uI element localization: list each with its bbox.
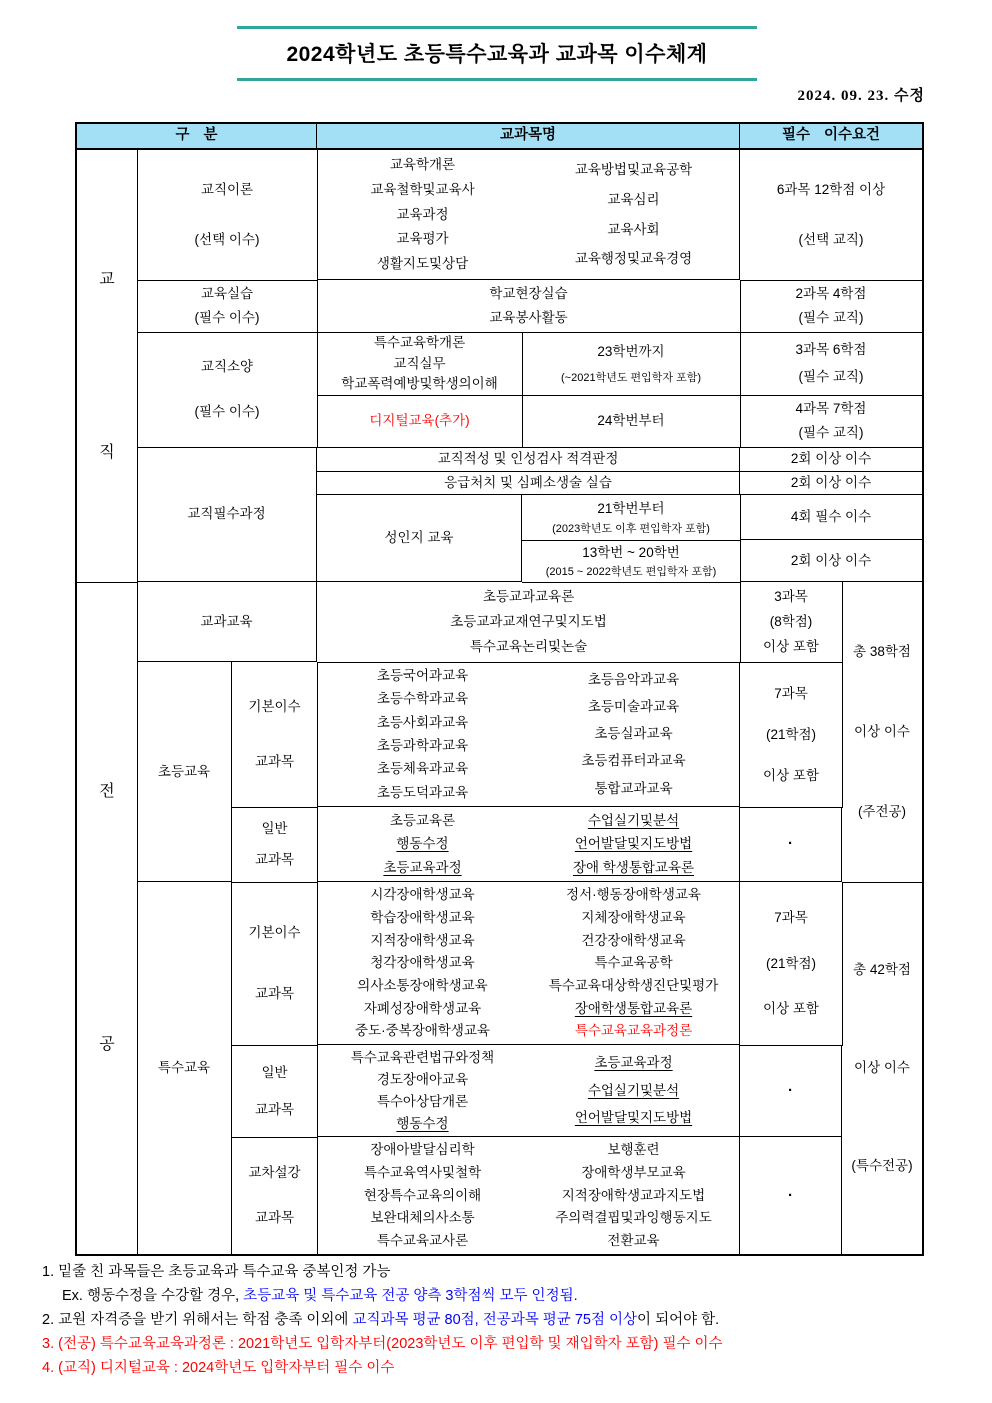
footnote-line [42,1308,962,1332]
line-item: 3과목 [774,589,808,605]
line-item: 정서·행동장애학생교육 [566,887,701,903]
line-item: 총 42학점 [853,962,911,978]
line-item: 초등컴퓨터과교육 [581,753,686,769]
footnote-line [42,1356,962,1380]
cell-theory-label [137,150,318,281]
line-item: 초등교육론 [389,812,456,828]
line-item: 행동수정 [396,836,449,852]
line-item: 초등국어과교육 [376,667,469,683]
line-item: 의사소통장애학생교육 [357,977,488,993]
line-item: 행동수정 [396,1115,449,1131]
line-item: 경도장애아교육 [376,1071,469,1087]
footnote-segment: 이 되어야 함. [637,1312,720,1329]
cell-elem-basic-courses [317,662,740,807]
footnote-line [42,1260,962,1284]
cell-spec-general-label [232,1045,318,1138]
line-item: (8학점) [769,614,813,630]
spec-basic-right [528,882,739,1044]
line-item: 교육행정및교육경영 [574,251,693,267]
elem-basic-left [317,662,528,806]
cell-subject-edu-label: 교과교육 [137,582,317,662]
line-item: 24학번부터 [597,413,665,429]
line-item: 4과목 7학점 [795,401,867,417]
line-item: 6과목 12학점 이상 [776,182,886,198]
cell-gender-cohort-b [522,540,741,583]
line-item: (필수 교직) [798,310,864,326]
cross-courses-right [528,1137,739,1254]
line-item: 보완대체의사소통 [370,1210,475,1226]
line-item: 학교현장실습 [489,286,568,302]
line-item: (특수전공) [851,1158,913,1174]
cell-elementary-label: 초등교육 [137,662,232,882]
line-item: 초등미술과교육 [587,698,680,714]
line-item: (2023학년도 이후 편입학자 포함) [552,522,710,535]
line-item: 학습장애학생교육 [370,909,475,925]
line-item: 기본이수 [248,925,301,941]
line-item: 수업실기및분석 [587,1082,680,1098]
line-item: 초등교과교육론 [482,589,575,605]
line-item: (필수 이수) [194,404,260,420]
line-item: 건강장애학생교육 [581,932,686,948]
cell-soyang-req [740,332,922,396]
line-item: 초등교과교재연구및지도법 [450,614,607,630]
line-item: 전환교육 [607,1233,660,1249]
cell-firstaid: 응급처치 및 심폐소생술 실습 [317,472,740,495]
theory-courses-left [317,150,528,279]
line-item: 특수아상담개론 [376,1093,469,1109]
line-item: 교육심리 [607,191,660,207]
line-item: 초등실과교육 [594,726,673,742]
line-item: 초등교육과정 [383,859,462,875]
line-item: 특수교육학개론 [373,335,466,351]
revision-date: 2024. 09. 23. 수정 [797,88,925,104]
cell-subject-edu-courses [317,582,741,663]
line-item: 교육학개론 [389,157,456,173]
line-item: 일반 [261,820,288,836]
elem-general-right [528,807,739,881]
cell-elem-basic-label [232,662,318,808]
cell-total-major-req [842,582,922,883]
cell-elem-general-req: · [740,807,842,882]
cell-gender-edu-label: 성인지 교육 [317,495,522,582]
line-item: (21학점) [765,726,817,742]
line-item: 교직이론 [200,182,254,198]
cell-firstaid-req: 2회 이상 이수 [740,472,922,495]
line-item: 교육방법및교육공학 [574,162,693,178]
line-item: 21학번부터 [597,501,665,517]
line-item: (필수 교직) [798,369,864,385]
cell-spec-basic-courses [317,882,740,1045]
line-item: 초등사회과교육 [376,714,469,730]
line-item: 학교폭력예방및학생의이해 [341,376,498,392]
cell-cross-req: · [740,1137,842,1254]
line-item: 전 [99,782,115,800]
cell-gender-cohort-a [522,495,741,541]
line-item: 교과목 [254,754,295,770]
line-item: 언어발달및지도방법 [574,1110,693,1126]
cell-total-special-req [842,882,922,1254]
cell-soyang-label [137,332,318,448]
line-item: 초등도덕과교육 [376,784,469,800]
line-item: 장애 학생통합교육론 [572,859,695,875]
cell-subject-edu-req [740,582,843,663]
cell-aptitude: 교직적성 및 인성검사 적격판정 [317,447,740,472]
footnote-line [42,1284,962,1308]
cell-elem-general-label [232,807,318,883]
cell-theory-courses [317,150,740,280]
footnotes [42,1260,962,1380]
line-item: 2과목 4학점 [795,286,867,302]
group-label-gyojik [77,150,138,583]
cell-soyang-courses [317,332,523,396]
cell-elem-general-courses [317,807,740,882]
line-item: 교 [99,270,115,288]
line-item: 기본이수 [248,699,301,715]
line-item: 초등교육과정 [594,1055,673,1071]
elem-basic-right [528,662,739,806]
line-item: 이상 포함 [763,639,819,655]
elem-general-left [317,807,528,881]
line-item: 초등수학과교육 [376,691,469,707]
spec-general-right [528,1045,739,1136]
line-item: 생활지도및상담 [376,256,469,272]
line-item: 교과목 [254,1101,295,1117]
line-item: 교과목 [254,1210,295,1226]
cell-gender-a-req: 4회 필수 이수 [740,495,922,540]
line-item: 공 [99,1035,115,1053]
header-category: 구 분 [77,124,317,150]
footnote-segment: 3. (전공) 특수교육교육과정론 : 2021학년도 입학자부터(2023학년도 이후 편입학 및 재입학자 포함) 필수 이수 [42,1336,723,1353]
line-item: 디지털교육(추가) [369,413,470,429]
line-item: 시각장애학생교육 [370,887,475,903]
line-item: (~2021학년도 편입학자 포함) [561,371,701,384]
cell-soyang-cohort [522,332,741,396]
cell-digital-cohort [522,395,741,448]
cell-theory-req [740,150,922,281]
line-item: 이상 이수 [854,724,910,740]
line-item: (필수 이수) [194,310,260,326]
line-item: 통합교과교육 [594,780,673,796]
line-item: 장애아발달심리학 [370,1142,475,1158]
line-item: 교육봉사활동 [489,310,568,326]
footnote-segment: 2. 교원 자격증을 받기 위해서는 학점 충족 이외에 [42,1312,353,1329]
line-item: 수업실기및분석 [587,812,680,828]
line-item: (선택 교직) [798,232,864,248]
cell-gender-b-req: 2회 이상 이수 [740,540,922,582]
line-item: (21학점) [765,955,817,971]
line-item: 직 [99,443,115,461]
line-item: 지적장애학생교육 [370,932,475,948]
cell-special-label: 특수교육 [137,882,232,1254]
line-item: 주의력결핍및과잉행동지도 [555,1210,712,1226]
header-requirement: 필수 이수요건 [740,124,922,150]
cell-spec-general-courses [317,1045,740,1137]
cell-practice-label [137,280,318,333]
line-item: 지적장애학생교과지도법 [561,1187,706,1203]
line-item: 교육사회 [607,221,660,237]
line-item: 청각장애학생교육 [370,955,475,971]
line-item: 교과목 [254,986,295,1002]
line-item: 이상 포함 [763,767,819,783]
line-item: 이상 포함 [763,1001,819,1017]
line-item: 13학번 ~ 20학번 [582,545,680,561]
line-item: 일반 [261,1064,288,1080]
spec-general-left [317,1045,528,1136]
line-item: 보행훈련 [607,1142,660,1158]
cell-practice-courses [317,280,741,333]
line-item: 교육평가 [396,231,449,247]
line-item: 특수교육관련법규와정책 [350,1049,495,1065]
curriculum-table [75,122,924,1256]
cell-required-course-label: 교직필수과정 [137,447,317,582]
footnote-segment: 1. 밑줄 친 과목들은 초등교육과 특수교육 중복인정 가능 [42,1264,391,1280]
line-item: (선택 이수) [194,232,260,248]
line-item: 교차설강 [248,1164,301,1180]
line-item: (2015 ~ 2022학년도 편입학자 포함) [545,565,717,578]
line-item: 특수교육논리및논술 [469,639,588,655]
cell-aptitude-req: 2회 이상 이수 [740,447,922,472]
line-item: 자폐성장애학생교육 [363,1000,482,1016]
group-label-jeongong [77,582,138,1254]
cell-cross-courses [317,1137,740,1254]
line-item: 교직실무 [393,355,446,371]
line-item: 교육실습 [200,286,254,302]
line-item: 중도·중복장애학생교육 [355,1023,490,1039]
line-item: 특수교육교사론 [376,1233,469,1249]
line-item: 장애학생부모교육 [581,1164,686,1180]
line-item: 초등음악과교육 [587,671,680,687]
line-item: 이상 이수 [854,1060,910,1076]
line-item: 총 38학점 [853,644,911,660]
cell-spec-basic-req [740,882,843,1046]
line-item: (필수 교직) [798,425,864,441]
line-item: 현장특수교육의이해 [363,1187,482,1203]
cell-spec-basic-label [232,882,318,1046]
document-title-box [237,26,757,81]
footnote-segment: 초등교육 및 특수교육 전공 양측 3학점씩 모두 인정됨. [243,1288,578,1305]
footnote-line [42,1332,962,1356]
footnote-segment: 교직과목 평균 80점, 전공과목 평균 75점 이상 [352,1312,638,1329]
line-item: 특수교육공학 [594,955,673,971]
cell-practice-req [740,280,922,333]
line-item: 지체장애학생교육 [581,909,686,925]
cell-spec-general-req: · [740,1045,842,1137]
line-item: 교육과정 [396,206,449,222]
line-item: 교육철학및교육사 [370,181,475,197]
line-item: 7과목 [774,685,808,701]
cross-courses-left [317,1137,528,1254]
line-item: 특수교육교육과정론 [574,1023,693,1039]
line-item: 특수교육대상학생진단및평가 [548,977,719,993]
line-item: 23학번까지 [597,344,665,360]
line-item: 3과목 6학점 [795,341,867,357]
cell-digital-course [317,395,523,448]
theory-courses-right [528,150,739,279]
line-item: 초등과학과교육 [376,737,469,753]
line-item: 교과목 [254,852,295,868]
header-courses: 교과목명 [317,124,740,150]
spec-basic-left [317,882,528,1044]
line-item: 언어발달및지도방법 [574,836,693,852]
cell-elem-basic-req [740,662,843,808]
cell-cross-label [232,1137,318,1254]
line-item: 특수교육역사및철학 [363,1164,482,1180]
page-title: 2024학년도 초등특수교육과 교과목 이수체계 [286,43,708,66]
line-item: 교직소양 [200,359,254,375]
footnote-segment: 4. (교직) 디지털교육 : 2024학년도 입학자부터 필수 이수 [42,1360,395,1377]
cell-digital-req [740,395,922,448]
line-item: 초등체육과교육 [376,761,469,777]
line-item: (주전공) [857,804,907,820]
line-item: 7과목 [774,910,808,926]
footnote-segment: Ex. 행동수정을 수강할 경우, [62,1288,244,1305]
line-item: 장애학생통합교육론 [574,1000,693,1016]
